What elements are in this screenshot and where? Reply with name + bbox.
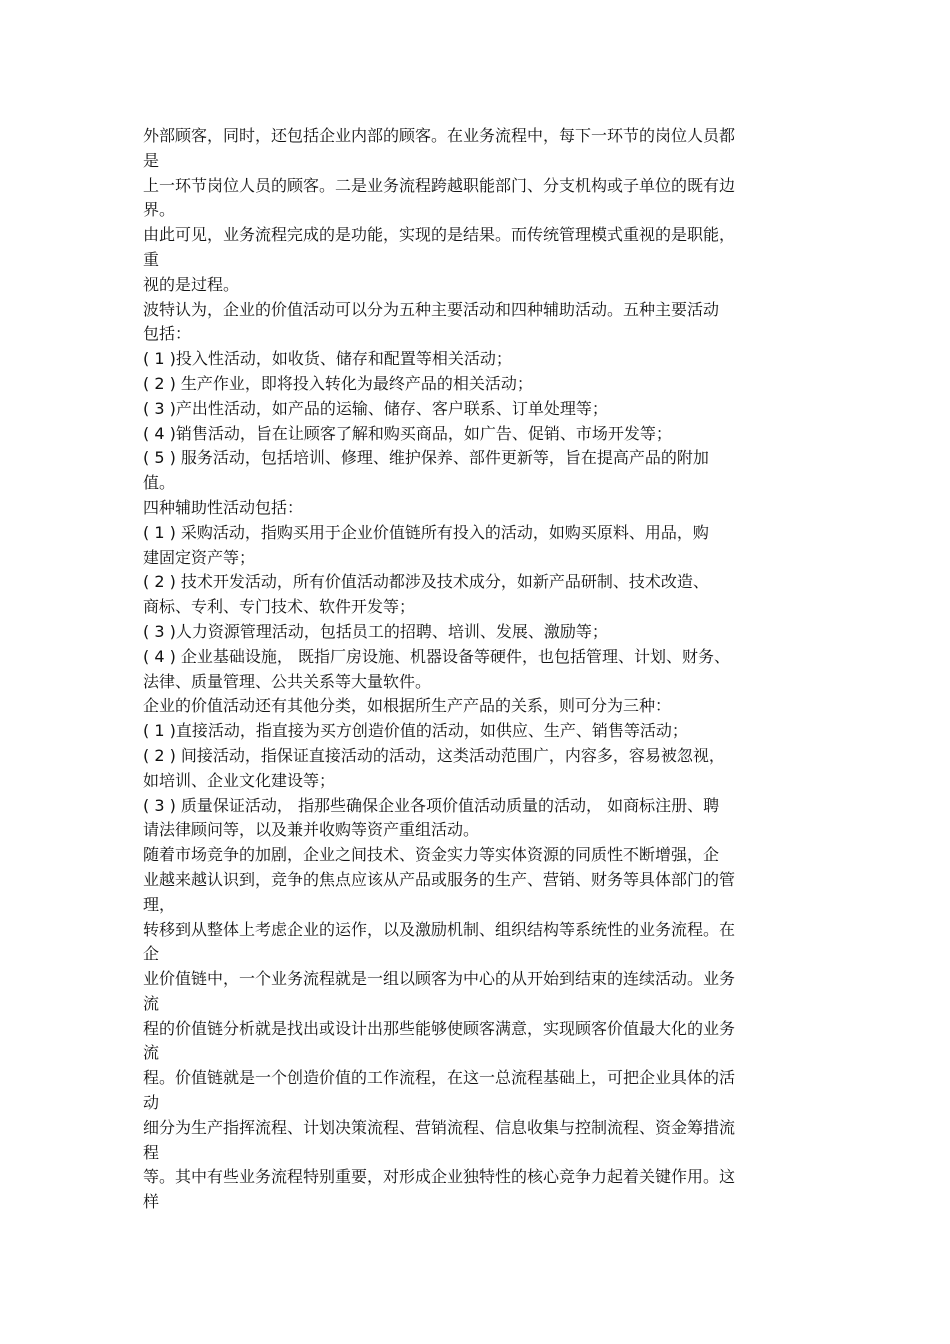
- text-line: 如培训、企业文化建设等；: [143, 770, 336, 790]
- text-line: 四种辅助性活动包括：: [143, 497, 304, 517]
- text-line: 包括：: [143, 324, 192, 344]
- text-line: 随着市场竞争的加剧，企业之间技术、资金实力等实体资源的同质性不断增强，企: [143, 845, 720, 865]
- text-line: 业价值链中，一个业务流程就是一组以顾客为中心的从开始到结束的连续活动。业务: [143, 969, 736, 989]
- text-line: 程的价值链分析就是找出或设计出那些能够使顾客满意，实现顾客价值最大化的业务: [143, 1018, 736, 1038]
- list-item: ( 4 )销售活动，旨在让顾客了解和购买商品，如广告、促销、市场开发等；: [143, 423, 672, 443]
- text-line: 波特认为，企业的价值活动可以分为五种主要活动和四种辅助活动。五种主要活动: [143, 299, 720, 319]
- text-line: 法律、质量管理、公共关系等大量软件。: [143, 671, 432, 691]
- text-line: 样: [143, 1192, 160, 1212]
- text-line: 企: [143, 944, 160, 964]
- text-line: 是: [143, 150, 160, 170]
- text-line: 等。其中有些业务流程特别重要，对形成企业独特性的核心竞争力起着关键作用。这: [143, 1167, 736, 1187]
- text-line: 程。价值链就是一个创造价值的工作流程，在这一总流程基础上，可把企业具体的活: [143, 1068, 736, 1088]
- text-line: 由此可见，业务流程完成的是功能，实现的是结果。而传统管理模式重视的是职能，: [143, 225, 736, 245]
- text-line: 重: [143, 249, 160, 269]
- text-line: 企业的价值活动还有其他分类，如根据所生产产品的关系，则可分为三种：: [143, 696, 672, 716]
- text-line: 流: [143, 993, 160, 1013]
- text-line: 值。: [143, 473, 176, 493]
- list-item: ( 2 ) 间接活动，指保证直接活动的活动，这类活动范围广，内容多，容易被忽视，: [143, 745, 725, 765]
- list-item: ( 3 )人力资源管理活动，包括员工的招聘、培训、发展、激励等；: [143, 621, 608, 641]
- list-item: ( 2 ) 生产作业，即将投入转化为最终产品的相关活动；: [143, 373, 533, 393]
- text-line: 视的是过程。: [143, 274, 240, 294]
- text-line: 商标、专利、专门技术、软件开发等；: [143, 597, 416, 617]
- text-line: 请法律顾问等，以及兼并收购等资产重组活动。: [143, 820, 480, 840]
- text-line: 转移到从整体上考虑企业的运作，以及激励机制、组织结构等系统性的业务流程。在: [143, 919, 736, 939]
- list-item: ( 3 ) 质量保证活动， 指那些确保企业各项价值活动质量的活动， 如商标注册、聘: [143, 795, 720, 815]
- list-item: ( 1 )直接活动，指直接为买方创造价值的活动，如供应、生产、销售等活动；: [143, 721, 688, 741]
- list-item: ( 3 )产出性活动，如产品的运输、储存、客户联系、订单处理等；: [143, 398, 608, 418]
- text-line: 流: [143, 1043, 160, 1063]
- text-line: 细分为生产指挥流程、计划决策流程、营销流程、信息收集与控制流程、资金筹措流: [143, 1117, 736, 1137]
- text-line: 程: [143, 1142, 160, 1162]
- list-item: ( 1 ) 采购活动，指购买用于企业价值链所有投入的活动，如购买原料、用品，购: [143, 522, 709, 542]
- list-item: ( 4 ) 企业基础设施， 既指厂房设施、机器设备等硬件，也包括管理、计划、财务、: [143, 646, 731, 666]
- list-item: ( 1 )投入性活动，如收货、储存和配置等相关活动；: [143, 349, 512, 369]
- text-line: 动: [143, 1093, 160, 1113]
- body-text: [143, 124, 803, 1215]
- text-line: 上一环节岗位人员的顾客。二是业务流程跨越职能部门、分支机构或子单位的既有边: [143, 175, 736, 195]
- text-line: 理，: [143, 894, 176, 914]
- list-item: ( 2 ) 技术开发活动，所有价值活动都涉及技术成分，如新产品研制、技术改造、: [143, 572, 709, 592]
- list-item: ( 5 ) 服务活动，包括培训、修理、维护保养、部件更新等，旨在提高产品的附加: [143, 448, 709, 468]
- text-line: 界。: [143, 200, 176, 220]
- text-line: 建固定资产等；: [143, 547, 256, 567]
- text-line: 外部顾客，同时，还包括企业内部的顾客。在业务流程中，每下一环节的岗位人员都: [143, 126, 736, 145]
- text-line: 业越来越认识到，竞争的焦点应该从产品或服务的生产、营销、财务等具体部门的管: [143, 869, 736, 889]
